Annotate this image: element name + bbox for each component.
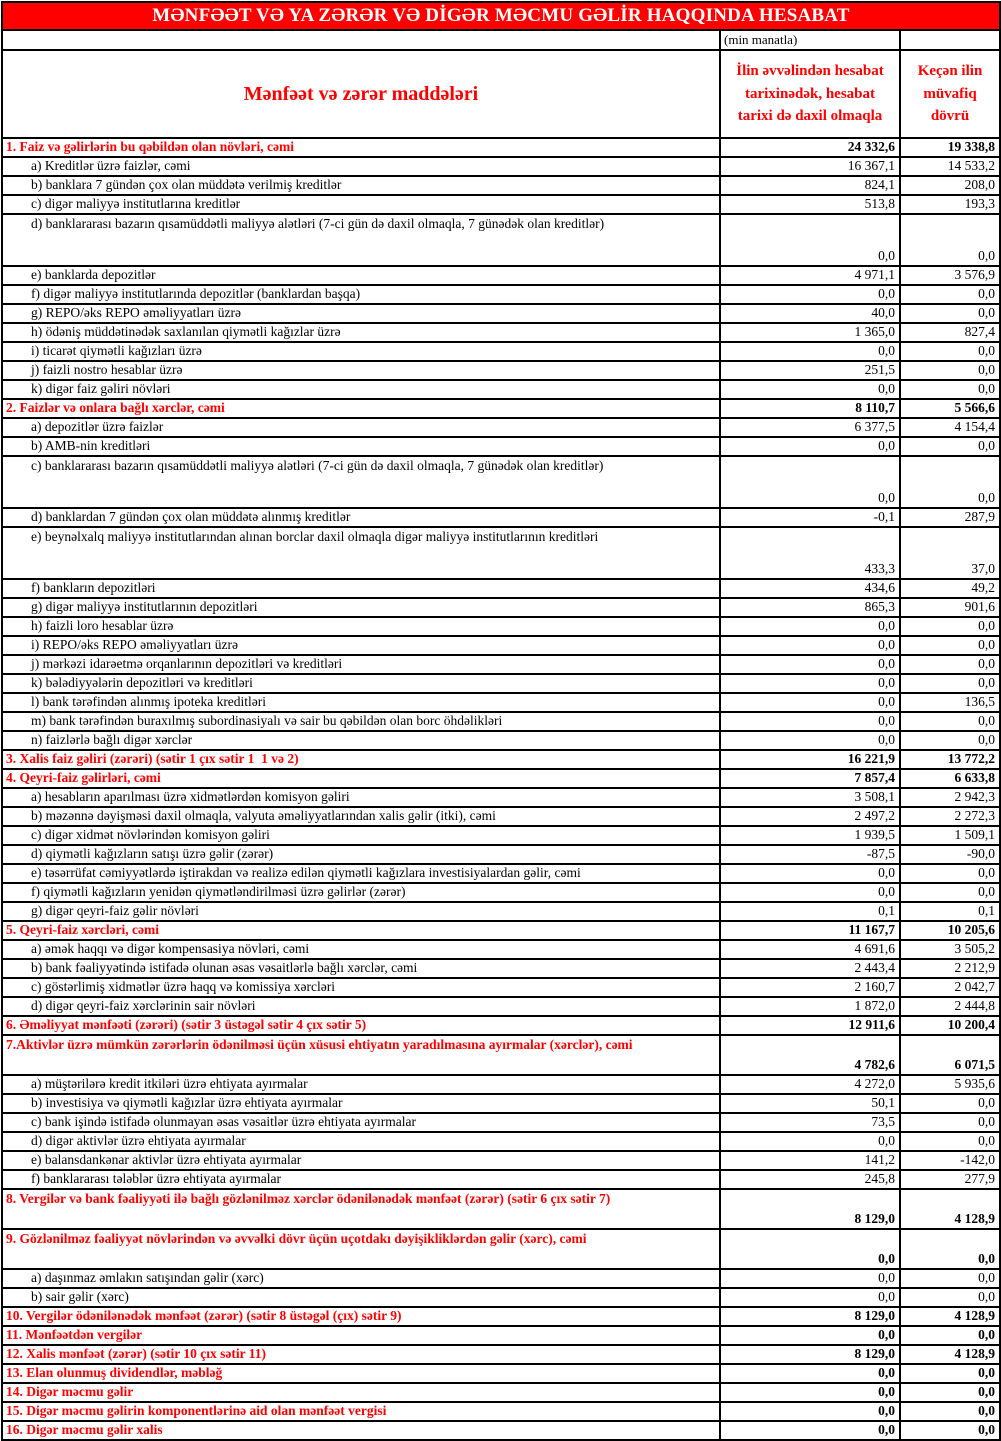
table-row xyxy=(2,674,1000,693)
report-title: MƏNFƏƏT VƏ YA ZƏRƏR VƏ DİGƏR MƏCMU GƏLİR HAQQINDA HESABAT xyxy=(2,2,1000,30)
current-period-value-cell: 0,0 xyxy=(720,617,900,636)
previous-period-value-cell: 0,0 xyxy=(900,1326,1000,1345)
row-label-cell: f) qiymətli kağızların yenidən qiymətləndirilməsi üzrə gəlirlər (zərər) xyxy=(2,883,720,902)
row-label-cell: e) beynəlxalq maliyyə institutlarından alınan borclar daxil olmaqla digər maliyyə institutlarının kreditləri xyxy=(2,527,720,579)
previous-period-value-cell: 13 772,2 xyxy=(900,750,1000,769)
current-period-value-cell: 12 911,6 xyxy=(720,1016,900,1035)
current-period-value-cell: 141,2 xyxy=(720,1151,900,1170)
previous-period-value-cell: 287,9 xyxy=(900,508,1000,527)
previous-period-value-cell: 6 633,8 xyxy=(900,769,1000,788)
table-row xyxy=(2,864,1000,883)
row-label-cell: 11. Mənfəətdən vergilər xyxy=(2,1326,720,1345)
current-period-value-cell: 0,0 xyxy=(720,1326,900,1345)
current-period-value-cell: 0,0 xyxy=(720,636,900,655)
previous-period-value-cell: 0,0 xyxy=(900,214,1000,266)
table-row xyxy=(2,527,1000,579)
row-label-cell: 5. Qeyri-faiz xərcləri, cəmi xyxy=(2,921,720,940)
table-row xyxy=(2,1132,1000,1151)
current-period-value-cell: 433,3 xyxy=(720,527,900,579)
table-row xyxy=(2,1094,1000,1113)
previous-period-value-cell: 1 509,1 xyxy=(900,826,1000,845)
row-label-cell: j) mərkəzi idarəetmə orqanlarının depozitləri və kreditləri xyxy=(2,655,720,674)
current-period-value-cell: 2 160,7 xyxy=(720,978,900,997)
table-row xyxy=(2,361,1000,380)
previous-period-value-cell: 0,0 xyxy=(900,1132,1000,1151)
previous-period-value-cell: 0,0 xyxy=(900,342,1000,361)
table-row xyxy=(2,342,1000,361)
table-row xyxy=(2,712,1000,731)
row-label-cell: k) digər faiz gəliri növləri xyxy=(2,380,720,399)
row-label-cell: n) faizlərlə bağlı digər xərclər xyxy=(2,731,720,750)
current-period-value-cell: 0,0 xyxy=(720,1402,900,1421)
table-row xyxy=(2,1345,1000,1364)
row-label-cell: d) banklararası bazarın qısamüddətli maliyyə alətləri (7-ci gün də daxil olmaqla, 7 günədək olan kreditlər) xyxy=(2,214,720,266)
row-label-cell: k) bələdiyyələrin depozitləri və kreditləri xyxy=(2,674,720,693)
table-row xyxy=(2,807,1000,826)
table-row xyxy=(2,1307,1000,1326)
table-row xyxy=(2,1151,1000,1170)
current-period-value-cell: 4 971,1 xyxy=(720,266,900,285)
previous-period-value-cell: -90,0 xyxy=(900,845,1000,864)
current-period-value-cell: 16 367,1 xyxy=(720,157,900,176)
table-row xyxy=(2,826,1000,845)
table-row xyxy=(2,1035,1000,1075)
table-row xyxy=(2,902,1000,921)
row-label-cell: 14. Digər məcmu gəlir xyxy=(2,1383,720,1402)
row-label-cell: d) banklardan 7 gündən çox olan müddətə alınmış kreditlər xyxy=(2,508,720,527)
row-label-cell: b) AMB-nin kreditləri xyxy=(2,437,720,456)
current-period-value-cell: 0,0 xyxy=(720,380,900,399)
row-label-cell: 8. Vergilər və bank fəaliyyəti ilə bağlı gözlənilməz xərclər ödənilənədək mənfəət (zərər) (sətir 6 çıx sətir 7) xyxy=(2,1189,720,1229)
row-label-cell: c) digər xidmət növlərindən komisyon gəliri xyxy=(2,826,720,845)
table-row xyxy=(2,997,1000,1016)
current-period-value-cell: -87,5 xyxy=(720,845,900,864)
empty-cell xyxy=(2,30,720,50)
current-period-value-cell: 50,1 xyxy=(720,1094,900,1113)
previous-period-value-cell: 49,2 xyxy=(900,579,1000,598)
previous-period-value-cell: 10 200,4 xyxy=(900,1016,1000,1035)
table-row xyxy=(2,1288,1000,1307)
table-row xyxy=(2,285,1000,304)
row-label-cell: b) bank fəaliyyətində istifadə olunan əsas vəsaitlərlə bağlı xərclər, cəmi xyxy=(2,959,720,978)
previous-period-value-cell: 4 128,9 xyxy=(900,1345,1000,1364)
previous-period-value-cell: 0,0 xyxy=(900,617,1000,636)
previous-period-value-cell: 10 205,6 xyxy=(900,921,1000,940)
current-period-value-cell: 0,0 xyxy=(720,342,900,361)
table-row xyxy=(2,579,1000,598)
previous-period-value-cell: 5 935,6 xyxy=(900,1075,1000,1094)
row-label-cell: c) banklararası bazarın qısamüddətli maliyyə alətləri (7-ci gün də daxil olmaqla, 7 günədək olan kreditlər) xyxy=(2,456,720,508)
current-period-value-cell: 24 332,6 xyxy=(720,138,900,157)
previous-period-value-cell: 0,0 xyxy=(900,361,1000,380)
previous-period-value-cell: 0,0 xyxy=(900,304,1000,323)
previous-period-value-cell: 4 154,4 xyxy=(900,418,1000,437)
row-label-cell: c) göstərlimiş xidmətlər üzrə haqq və komissiya xərcləri xyxy=(2,978,720,997)
previous-period-value-cell: 277,9 xyxy=(900,1170,1000,1189)
previous-period-value-cell: 3 576,9 xyxy=(900,266,1000,285)
unit-note: (min manatla) xyxy=(720,30,900,50)
row-label-cell: a) müştərilərə kredit itkiləri üzrə ehtiyata ayırmalar xyxy=(2,1075,720,1094)
row-label-cell: a) əmək haqqı və digər kompensasiya növləri, cəmi xyxy=(2,940,720,959)
table-row xyxy=(2,266,1000,285)
table-row xyxy=(2,195,1000,214)
current-period-value-cell: 0,0 xyxy=(720,1132,900,1151)
row-label-cell: g) digər maliyyə institutlarının depozitləri xyxy=(2,598,720,617)
row-label-cell: b) məzənnə dəyişməsi daxil olmaqla, valyuta əməliyyatlarından xalis gəlir (itki), cəmi xyxy=(2,807,720,826)
current-period-value-cell: 8 129,0 xyxy=(720,1189,900,1229)
previous-period-value-cell: 0,0 xyxy=(900,731,1000,750)
table-row xyxy=(2,978,1000,997)
row-label-cell: 2. Faizlər və onlara bağlı xərclər, cəmi xyxy=(2,399,720,418)
previous-period-value-cell: 0,0 xyxy=(900,1383,1000,1402)
current-period-value-cell: 7 857,4 xyxy=(720,769,900,788)
table-row xyxy=(2,617,1000,636)
row-label-cell: f) bankların depozitləri xyxy=(2,579,720,598)
previous-period-value-cell: 4 128,9 xyxy=(900,1307,1000,1326)
current-period-value-cell: 1 365,0 xyxy=(720,323,900,342)
current-period-value-cell: 4 272,0 xyxy=(720,1075,900,1094)
table-row xyxy=(2,214,1000,266)
previous-period-value-cell: 0,0 xyxy=(900,380,1000,399)
current-period-value-cell: 0,0 xyxy=(720,655,900,674)
previous-period-value-cell: 0,0 xyxy=(900,636,1000,655)
current-period-value-cell: 8 110,7 xyxy=(720,399,900,418)
previous-period-value-cell: 827,4 xyxy=(900,323,1000,342)
previous-period-value-cell: 19 338,8 xyxy=(900,138,1000,157)
row-label-cell: 1. Faiz və gəlirlərin bu qəbildən olan növləri, cəmi xyxy=(2,138,720,157)
table-row xyxy=(2,1170,1000,1189)
row-label-cell: g) REPO/əks REPO əməliyyatları üzrə xyxy=(2,304,720,323)
row-label-cell: 7.Aktivlər üzrə mümkün zərərlərin ödənilməsi üçün xüsusi ehtiyatın yaradılmasına ayırmalar (xərclər), cəmi xyxy=(2,1035,720,1075)
row-label-cell: d) digər qeyri-faiz xərclərinin sair növləri xyxy=(2,997,720,1016)
previous-period-value-cell: 0,0 xyxy=(900,1094,1000,1113)
current-period-value-cell: 0,0 xyxy=(720,693,900,712)
row-label-cell: d) qiymətli kağızların satışı üzrə gəlir (zərər) xyxy=(2,845,720,864)
current-period-value-cell: 0,0 xyxy=(720,456,900,508)
table-row xyxy=(2,1364,1000,1383)
report-sheet xyxy=(0,1,1000,1437)
row-label-cell: h) ödəniş müddətinədək saxlanılan qiymətli kağızlar üzrə xyxy=(2,323,720,342)
row-label-cell: f) digər maliyyə institutlarında depozitlər (banklardan başqa) xyxy=(2,285,720,304)
current-period-value-cell: 6 377,5 xyxy=(720,418,900,437)
table-row xyxy=(2,1075,1000,1094)
table-row xyxy=(2,1189,1000,1229)
table-row xyxy=(2,959,1000,978)
row-label-cell: i) REPO/əks REPO əməliyyatları üzrə xyxy=(2,636,720,655)
previous-period-value-cell: 0,1 xyxy=(900,902,1000,921)
current-period-value-cell: 0,0 xyxy=(720,1364,900,1383)
table-row xyxy=(2,380,1000,399)
table-row xyxy=(2,508,1000,527)
row-label-cell: 16. Digər məcmu gəlir xalis xyxy=(2,1421,720,1440)
table-row xyxy=(2,157,1000,176)
column-header-row xyxy=(2,50,1000,138)
previous-period-value-cell: 136,5 xyxy=(900,693,1000,712)
current-period-value-cell: 513,8 xyxy=(720,195,900,214)
previous-period-value-cell: 5 566,6 xyxy=(900,399,1000,418)
previous-period-column-header: Keçən ilin müvafiq dövrü xyxy=(900,50,1000,138)
row-label-cell: b) banklara 7 gündən çox olan müddətə verilmiş kreditlər xyxy=(2,176,720,195)
row-label-cell: 9. Gözlənilməz fəaliyyət növlərindən və əvvəlki dövr üçün uçotdakı dəyişikliklərdən gəlir (xərc), cəmi xyxy=(2,1229,720,1269)
row-label-cell: m) bank tərəfindən buraxılmış subordinasiyalı və sair bu qəbildən olan borc öhdəlikləri xyxy=(2,712,720,731)
previous-period-value-cell: 3 505,2 xyxy=(900,940,1000,959)
current-period-value-cell: 40,0 xyxy=(720,304,900,323)
current-period-value-cell: 0,0 xyxy=(720,883,900,902)
row-label-cell: e) banklarda depozitlər xyxy=(2,266,720,285)
table-row xyxy=(2,731,1000,750)
row-label-cell: d) digər aktivlər üzrə ehtiyata ayırmalar xyxy=(2,1132,720,1151)
current-period-value-cell: 1 939,5 xyxy=(720,826,900,845)
current-period-value-cell: 4 691,6 xyxy=(720,940,900,959)
row-label-cell: i) ticarət qiymətli kağızları üzrə xyxy=(2,342,720,361)
table-row xyxy=(2,1229,1000,1269)
table-row xyxy=(2,418,1000,437)
table-row xyxy=(2,1326,1000,1345)
report-table-body xyxy=(2,2,1000,1440)
current-period-value-cell: 434,6 xyxy=(720,579,900,598)
table-row xyxy=(2,1402,1000,1421)
row-label-cell: a) Kreditlər üzrə faizlər, cəmi xyxy=(2,157,720,176)
previous-period-value-cell: 2 942,3 xyxy=(900,788,1000,807)
current-period-value-cell: 16 221,9 xyxy=(720,750,900,769)
previous-period-value-cell: 0,0 xyxy=(900,883,1000,902)
current-period-value-cell: 73,5 xyxy=(720,1113,900,1132)
current-period-value-cell: 0,0 xyxy=(720,1421,900,1440)
row-label-cell: a) depozitlər üzrə faizlər xyxy=(2,418,720,437)
previous-period-value-cell: 0,0 xyxy=(900,437,1000,456)
previous-period-value-cell: 14 533,2 xyxy=(900,157,1000,176)
current-period-value-cell: 0,1 xyxy=(720,902,900,921)
table-row xyxy=(2,921,1000,940)
previous-period-value-cell: 2 272,3 xyxy=(900,807,1000,826)
row-label-cell: b) investisiya və qiymətli kağızlar üzrə ehtiyata ayırmalar xyxy=(2,1094,720,1113)
previous-period-value-cell: 4 128,9 xyxy=(900,1189,1000,1229)
current-period-value-cell: 0,0 xyxy=(720,1383,900,1402)
table-row xyxy=(2,693,1000,712)
row-label-cell: 6. Əməliyyat mənfəəti (zərəri) (sətir 3 üstəgəl sətir 4 çıx sətir 5) xyxy=(2,1016,720,1035)
table-row xyxy=(2,399,1000,418)
row-label-cell: h) faizli loro hesablar üzrə xyxy=(2,617,720,636)
previous-period-value-cell: -142,0 xyxy=(900,1151,1000,1170)
previous-period-value-cell: 0,0 xyxy=(900,655,1000,674)
previous-period-value-cell: 0,0 xyxy=(900,1402,1000,1421)
empty-cell xyxy=(900,30,1000,50)
previous-period-value-cell: 2 444,8 xyxy=(900,997,1000,1016)
previous-period-value-cell: 0,0 xyxy=(900,456,1000,508)
previous-period-value-cell: 0,0 xyxy=(900,1269,1000,1288)
previous-period-value-cell: 2 042,7 xyxy=(900,978,1000,997)
table-row xyxy=(2,750,1000,769)
current-period-value-cell: 0,0 xyxy=(720,1288,900,1307)
current-period-value-cell: 11 167,7 xyxy=(720,921,900,940)
previous-period-value-cell: 37,0 xyxy=(900,527,1000,579)
table-row xyxy=(2,598,1000,617)
row-label-cell: a) daşınmaz əmlakın satışından gəlir (xərc) xyxy=(2,1269,720,1288)
table-row xyxy=(2,323,1000,342)
table-row xyxy=(2,655,1000,674)
table-row xyxy=(2,769,1000,788)
table-row xyxy=(2,304,1000,323)
previous-period-value-cell: 193,3 xyxy=(900,195,1000,214)
current-period-column-header: İlin əvvəlindən hesabat tarixinədək, hesabat tarixi də daxil olmaqla xyxy=(720,50,900,138)
current-period-value-cell: 2 443,4 xyxy=(720,959,900,978)
previous-period-value-cell: 0,0 xyxy=(900,285,1000,304)
current-period-value-cell: 251,5 xyxy=(720,361,900,380)
row-label-cell: 4. Qeyri-faiz gəlirləri, cəmi xyxy=(2,769,720,788)
previous-period-value-cell: 0,0 xyxy=(900,1364,1000,1383)
previous-period-value-cell: 0,0 xyxy=(900,1288,1000,1307)
row-label-cell: 15. Digər məcmu gəlirin komponentlərinə aid olan mənfəət vergisi xyxy=(2,1402,720,1421)
previous-period-value-cell: 208,0 xyxy=(900,176,1000,195)
table-row xyxy=(2,176,1000,195)
table-row xyxy=(2,940,1000,959)
unit-note-row xyxy=(2,30,1000,50)
current-period-value-cell: 0,0 xyxy=(720,214,900,266)
previous-period-value-cell: 0,0 xyxy=(900,712,1000,731)
current-period-value-cell: 0,0 xyxy=(720,1229,900,1269)
current-period-value-cell: 0,0 xyxy=(720,437,900,456)
row-label-cell: f) banklararası tələblər üzrə ehtiyata ayırmalar xyxy=(2,1170,720,1189)
table-row xyxy=(2,636,1000,655)
table-row xyxy=(2,1421,1000,1440)
current-period-value-cell: 824,1 xyxy=(720,176,900,195)
table-row xyxy=(2,788,1000,807)
current-period-value-cell: 0,0 xyxy=(720,731,900,750)
previous-period-value-cell: 2 212,9 xyxy=(900,959,1000,978)
current-period-value-cell: 0,0 xyxy=(720,674,900,693)
current-period-value-cell: 0,0 xyxy=(720,1269,900,1288)
current-period-value-cell: -0,1 xyxy=(720,508,900,527)
table-row xyxy=(2,1113,1000,1132)
previous-period-value-cell: 901,6 xyxy=(900,598,1000,617)
row-label-cell: e) təsərrüfat cəmiyyətlərdə iştirakdan və realizə edilən qiymətli kağızlara investisiyalardan gəlir, cəmi xyxy=(2,864,720,883)
table-row xyxy=(2,845,1000,864)
row-label-cell: c) digər maliyyə institutlarına kreditlər xyxy=(2,195,720,214)
current-period-value-cell: 0,0 xyxy=(720,712,900,731)
row-label-cell: a) hesabların aparılması üzrə xidmətlərdən komisyon gəliri xyxy=(2,788,720,807)
row-label-cell: e) balansdankənar aktivlər üzrə ehtiyata ayırmalar xyxy=(2,1151,720,1170)
items-column-header: Mənfəət və zərər maddələri xyxy=(2,50,720,138)
row-label-cell: 12. Xalis mənfəət (zərər) (sətir 10 çıx sətir 11) xyxy=(2,1345,720,1364)
current-period-value-cell: 0,0 xyxy=(720,285,900,304)
previous-period-value-cell: 0,0 xyxy=(900,1113,1000,1132)
table-row xyxy=(2,437,1000,456)
previous-period-value-cell: 0,0 xyxy=(900,1421,1000,1440)
current-period-value-cell: 1 872,0 xyxy=(720,997,900,1016)
current-period-value-cell: 0,0 xyxy=(720,864,900,883)
row-label-cell: 3. Xalis faiz gəliri (zərəri) (sətir 1 çıx sətir 1 1 və 2) xyxy=(2,750,720,769)
table-row xyxy=(2,456,1000,508)
row-label-cell: 13. Elan olunmuş dividendlər, məbləğ xyxy=(2,1364,720,1383)
previous-period-value-cell: 0,0 xyxy=(900,864,1000,883)
table-row xyxy=(2,883,1000,902)
title-banner-row xyxy=(2,2,1000,30)
report-table xyxy=(1,1,1001,1441)
current-period-value-cell: 8 129,0 xyxy=(720,1307,900,1326)
previous-period-value-cell: 6 071,5 xyxy=(900,1035,1000,1075)
current-period-value-cell: 3 508,1 xyxy=(720,788,900,807)
current-period-value-cell: 865,3 xyxy=(720,598,900,617)
current-period-value-cell: 8 129,0 xyxy=(720,1345,900,1364)
table-row xyxy=(2,1383,1000,1402)
table-row xyxy=(2,138,1000,157)
current-period-value-cell: 4 782,6 xyxy=(720,1035,900,1075)
previous-period-value-cell: 0,0 xyxy=(900,1229,1000,1269)
current-period-value-cell: 245,8 xyxy=(720,1170,900,1189)
row-label-cell: j) faizli nostro hesablar üzrə xyxy=(2,361,720,380)
previous-period-value-cell: 0,0 xyxy=(900,674,1000,693)
row-label-cell: b) sair gəlir (xərc) xyxy=(2,1288,720,1307)
table-row xyxy=(2,1269,1000,1288)
row-label-cell: c) bank işində istifadə olunmayan əsas vəsaitlər üzrə ehtiyata ayırmalar xyxy=(2,1113,720,1132)
table-row xyxy=(2,1016,1000,1035)
row-label-cell: 10. Vergilər ödənilənədək mənfəət (zərər) (sətir 8 üstəgəl (çıx) sətir 9) xyxy=(2,1307,720,1326)
row-label-cell: l) bank tərəfindən alınmış ipoteka kreditləri xyxy=(2,693,720,712)
row-label-cell: g) digər qeyri-faiz gəlir növləri xyxy=(2,902,720,921)
current-period-value-cell: 2 497,2 xyxy=(720,807,900,826)
